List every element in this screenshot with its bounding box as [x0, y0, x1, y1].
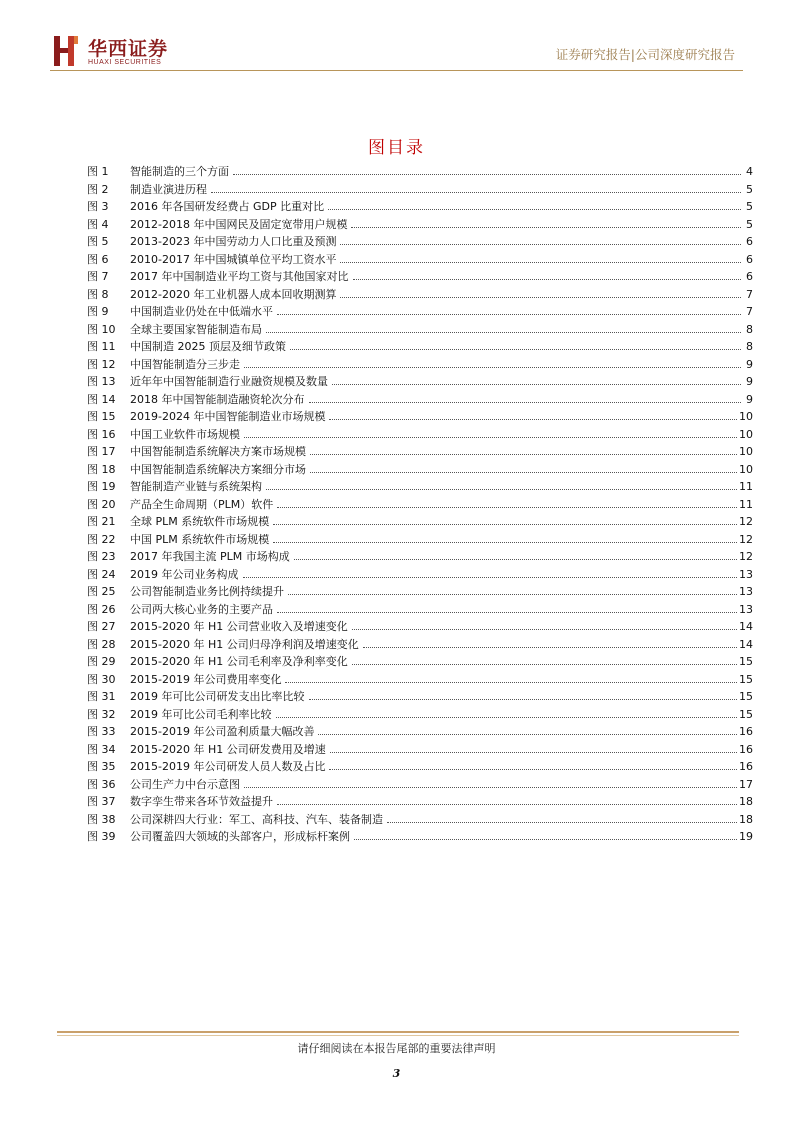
toc-entry-label: 图 29	[87, 655, 116, 668]
legal-notice: 请仔细阅读在本报告尾部的重要法律声明	[297, 1042, 496, 1055]
toc-entry-text: 制造业演进历程	[130, 182, 207, 196]
logo-text-cn: 华西证券	[88, 38, 169, 60]
toc-entry[interactable]	[87, 198, 753, 216]
toc-entry-text: 2016 年各国研发经费占 GDP 比重对比	[130, 200, 325, 213]
toc-dot-leader	[354, 839, 737, 840]
toc-entry-label: 图 19	[87, 480, 116, 493]
toc-entry-text: 中国制造业仍处在中低端水平	[130, 305, 273, 318]
toc-entry[interactable]	[87, 163, 753, 181]
toc-entry[interactable]	[87, 653, 753, 671]
toc-entry-label: 图 36	[87, 777, 116, 791]
toc-dot-leader	[363, 647, 737, 648]
toc-entry-label: 图 4	[87, 217, 109, 231]
toc-entry[interactable]	[87, 601, 753, 619]
toc-entry[interactable]	[87, 373, 753, 391]
toc-entry[interactable]	[87, 496, 753, 514]
toc-entry-label: 图 9	[87, 305, 109, 318]
toc-entry-page: 16	[739, 760, 753, 773]
toc-dot-leader	[310, 454, 737, 455]
toc-entry[interactable]	[87, 671, 753, 689]
toc-entry-text: 2015-2019 年公司研发人员人数及占比	[130, 760, 326, 773]
toc-entry-text: 中国智能制造系统解决方案市场规模	[130, 445, 306, 458]
toc-entry-page: 6	[746, 252, 753, 266]
toc-entry[interactable]	[87, 233, 753, 251]
toc-dot-leader	[243, 577, 738, 578]
toc-dot-leader	[290, 349, 741, 350]
toc-entry-label: 图 6	[87, 252, 109, 266]
toc-entry[interactable]	[87, 793, 753, 811]
toc-entry-label: 图 25	[87, 585, 116, 598]
toc-dot-leader	[387, 822, 737, 823]
report-type: 证券研究报告|公司深度研究报告	[555, 47, 735, 62]
toc-entry-label: 图 22	[87, 532, 116, 546]
toc-entry-text: 数字孪生带来各环节效益提升	[130, 795, 273, 808]
toc-dot-leader	[328, 209, 741, 210]
toc-entry-page: 14	[739, 637, 753, 651]
toc-entry-text: 2019 年公司业务构成	[130, 567, 239, 581]
toc-entry-text: 中国工业软件市场规模	[130, 427, 240, 441]
toc-entry-page: 10	[739, 462, 753, 476]
toc-entry-page: 8	[746, 340, 753, 353]
toc-dot-leader	[233, 174, 741, 175]
footer-divider	[57, 1031, 739, 1033]
toc-entry-text: 2015-2020 年 H1 公司营业收入及增速变化	[130, 620, 348, 633]
toc-entry-text: 2012-2018 年中国网民及固定宽带用户规模	[130, 217, 348, 231]
toc-dot-leader	[310, 472, 737, 473]
toc-entry-page: 16	[739, 725, 753, 738]
toc-entry-text: 2015-2019 年公司盈利质量大幅改善	[130, 725, 315, 738]
toc-entry-label: 图 11	[87, 340, 116, 353]
huaxi-logo-icon	[54, 36, 78, 66]
toc-entry-text: 2015-2020 年 H1 公司毛利率及净利率变化	[130, 655, 348, 668]
toc-dot-leader	[329, 419, 737, 420]
toc-dot-leader	[352, 664, 737, 665]
toc-entry-page: 5	[746, 200, 753, 213]
toc-entry-label: 图 2	[87, 182, 109, 196]
toc-entry-page: 15	[739, 707, 753, 721]
toc-dot-leader	[340, 297, 741, 298]
toc-entry-text: 产品全生命周期（PLM）软件	[130, 497, 274, 511]
toc-entry-page: 5	[746, 217, 753, 231]
toc-entry[interactable]	[87, 286, 753, 304]
toc-dot-leader	[330, 752, 737, 753]
toc-entry-label: 图 14	[87, 392, 116, 406]
toc-entry-page: 12	[739, 532, 753, 546]
toc-entry-label: 图 16	[87, 427, 116, 441]
toc-dot-leader	[244, 367, 741, 368]
toc-entry-page: 18	[739, 812, 753, 826]
toc-dot-leader	[332, 384, 741, 385]
toc-entry-page: 7	[746, 287, 753, 301]
toc-entry-label: 图 13	[87, 375, 116, 388]
toc-entry-page: 17	[739, 777, 753, 791]
toc-dot-leader	[288, 594, 737, 595]
toc-entry-text: 2019 年可比公司研发支出比率比较	[130, 690, 305, 703]
toc-entry-text: 全球主要国家智能制造布局	[130, 322, 262, 336]
toc-entry-text: 中国 PLM 系统软件市场规模	[130, 532, 270, 546]
toc-dot-leader	[277, 314, 741, 315]
toc-entry[interactable]	[87, 548, 753, 566]
toc-entry-page: 14	[739, 620, 753, 633]
toc-entry[interactable]	[87, 216, 753, 234]
toc-entry[interactable]	[87, 461, 753, 479]
toc-entry-text: 全球 PLM 系统软件市场规模	[130, 515, 270, 528]
toc-entry-text: 2010-2017 年中国城镇单位平均工资水平	[130, 252, 337, 266]
toc-entry-page: 9	[746, 357, 753, 371]
toc-entry-label: 图 12	[87, 357, 116, 371]
toc-dot-leader	[353, 279, 742, 280]
toc-entry[interactable]	[87, 688, 753, 706]
toc-entry[interactable]	[87, 566, 753, 584]
toc-entry[interactable]	[87, 618, 753, 636]
toc-entry-label: 图 30	[87, 672, 116, 686]
toc-entry-page: 10	[739, 427, 753, 441]
page-number: 3	[392, 1067, 401, 1080]
toc-entry-label: 图 26	[87, 602, 116, 616]
toc-dot-leader	[340, 262, 741, 263]
toc-entry[interactable]	[87, 251, 753, 269]
toc-entry-text: 2019-2024 年中国智能制造业市场规模	[130, 410, 326, 423]
toc-entry-page: 7	[746, 305, 753, 318]
toc-entry-label: 图 7	[87, 270, 109, 283]
toc-entry[interactable]	[87, 811, 753, 829]
toc-entry[interactable]	[87, 321, 753, 339]
toc-entry-label: 图 24	[87, 567, 116, 581]
toc-entry[interactable]	[87, 303, 753, 321]
toc-dot-leader	[352, 629, 737, 630]
toc-entry-label: 图 17	[87, 445, 116, 458]
toc-entry-page: 9	[746, 392, 753, 406]
toc-entry-text: 2012-2020 年工业机器人成本回收期测算	[130, 287, 337, 301]
toc-entry[interactable]	[87, 408, 753, 426]
toc-entry-text: 公司深耕四大行业：军工、高科技、汽车、装备制造	[130, 812, 383, 826]
toc-title: 图目录	[368, 138, 425, 158]
toc-entry-text: 公司两大核心业务的主要产品	[130, 602, 273, 616]
header-divider	[50, 70, 743, 71]
toc-entry-label: 图 10	[87, 322, 116, 336]
toc-entry[interactable]	[87, 531, 753, 549]
toc-entry[interactable]	[87, 426, 753, 444]
toc-entry-label: 图 33	[87, 725, 116, 738]
toc-dot-leader	[318, 734, 737, 735]
toc-entry-page: 12	[739, 515, 753, 528]
toc-entry-label: 图 39	[87, 830, 116, 843]
toc-entry-page: 8	[746, 322, 753, 336]
toc-entry-label: 图 32	[87, 707, 116, 721]
toc-dot-leader	[277, 612, 737, 613]
toc-entry-label: 图 8	[87, 287, 109, 301]
toc-entry-text: 公司智能制造业务比例持续提升	[130, 585, 284, 598]
toc-entry-label: 图 20	[87, 497, 116, 511]
toc-dot-leader	[351, 227, 741, 228]
toc-entry-page: 13	[739, 585, 753, 598]
toc-entry-page: 10	[739, 445, 753, 458]
toc-entry-page: 19	[739, 830, 753, 843]
toc-entry[interactable]	[87, 706, 753, 724]
page-header	[50, 32, 743, 72]
toc-entry-label: 图 21	[87, 515, 116, 528]
toc-entry-label: 图 35	[87, 760, 116, 773]
toc-entry-page: 16	[739, 742, 753, 756]
toc-entry[interactable]	[87, 268, 753, 286]
toc-entry-page: 18	[739, 795, 753, 808]
toc-entry-text: 2015-2019 年公司费用率变化	[130, 672, 282, 686]
toc-dot-leader	[277, 804, 737, 805]
toc-entry-text: 2017 年我国主流 PLM 市场构成	[130, 550, 290, 563]
toc-entry-text: 近年年中国智能制造行业融资规模及数量	[130, 375, 328, 388]
toc-entry-label: 图 31	[87, 690, 116, 703]
figure-toc-list	[87, 163, 753, 846]
toc-entry-label: 图 34	[87, 742, 116, 756]
toc-entry-text: 2015-2020 年 H1 公司研发费用及增速	[130, 742, 326, 756]
toc-entry[interactable]	[87, 443, 753, 461]
toc-entry[interactable]	[87, 583, 753, 601]
toc-entry-page: 15	[739, 655, 753, 668]
toc-entry-page: 11	[739, 480, 753, 493]
toc-entry-label: 图 15	[87, 410, 116, 423]
toc-entry-text: 智能制造产业链与系统架构	[130, 480, 262, 493]
toc-dot-leader	[244, 437, 737, 438]
toc-dot-leader	[309, 402, 742, 403]
toc-entry-label: 图 27	[87, 620, 116, 633]
toc-entry-page: 6	[746, 235, 753, 248]
toc-entry[interactable]	[87, 758, 753, 776]
toc-entry-text: 2015-2020 年 H1 公司归母净利润及增速变化	[130, 637, 359, 651]
toc-entry-page: 5	[746, 182, 753, 196]
toc-dot-leader	[273, 542, 737, 543]
toc-entry-page: 11	[739, 497, 753, 511]
toc-dot-leader	[211, 192, 741, 193]
toc-entry-label: 图 1	[87, 165, 109, 178]
toc-entry-page: 13	[739, 567, 753, 581]
toc-entry-label: 图 37	[87, 795, 116, 808]
toc-entry-page: 4	[746, 165, 753, 178]
toc-entry-label: 图 23	[87, 550, 116, 563]
toc-dot-leader	[273, 524, 737, 525]
toc-entry-label: 图 28	[87, 637, 116, 651]
toc-dot-leader	[285, 682, 737, 683]
toc-dot-leader	[277, 507, 737, 508]
toc-entry-text: 中国制造 2025 顶层及细节政策	[130, 340, 286, 353]
toc-entry-text: 公司覆盖四大领域的头部客户，形成标杆案例	[130, 830, 350, 843]
toc-dot-leader	[266, 332, 741, 333]
toc-entry-text: 2019 年可比公司毛利率比较	[130, 707, 272, 721]
toc-entry[interactable]	[87, 723, 753, 741]
toc-entry[interactable]	[87, 338, 753, 356]
toc-entry[interactable]	[87, 741, 753, 759]
toc-dot-leader	[266, 489, 737, 490]
toc-dot-leader	[244, 787, 737, 788]
toc-entry[interactable]	[87, 828, 753, 846]
toc-entry[interactable]	[87, 356, 753, 374]
toc-dot-leader	[276, 717, 738, 718]
toc-entry-page: 13	[739, 602, 753, 616]
toc-entry[interactable]	[87, 478, 753, 496]
toc-entry[interactable]	[87, 391, 753, 409]
toc-dot-leader	[340, 244, 741, 245]
toc-dot-leader	[309, 699, 738, 700]
toc-entry-text: 中国智能制造系统解决方案细分市场	[130, 462, 306, 476]
footer-divider-secondary	[57, 1035, 739, 1036]
toc-entry-label: 图 18	[87, 462, 116, 476]
logo-text-en: HUAXI SECURITIES	[88, 59, 162, 66]
toc-entry-page: 9	[746, 375, 753, 388]
toc-entry-text: 中国智能制造分三步走	[130, 357, 240, 371]
toc-entry-page: 15	[739, 690, 753, 703]
toc-entry[interactable]	[87, 181, 753, 199]
toc-entry[interactable]	[87, 636, 753, 654]
toc-entry-page: 15	[739, 672, 753, 686]
toc-entry-label: 图 38	[87, 812, 116, 826]
toc-entry-label: 图 5	[87, 235, 109, 248]
toc-entry-page: 10	[739, 410, 753, 423]
toc-entry-text: 智能制造的三个方面	[130, 165, 229, 178]
toc-entry-page: 6	[746, 270, 753, 283]
toc-entry-text: 2018 年中国智能制造融资轮次分布	[130, 392, 305, 406]
toc-entry-text: 公司生产力中台示意图	[130, 777, 240, 791]
toc-dot-leader	[294, 559, 737, 560]
toc-entry-label: 图 3	[87, 200, 109, 213]
toc-entry-page: 12	[739, 550, 753, 563]
toc-entry[interactable]	[87, 513, 753, 531]
toc-dot-leader	[329, 769, 737, 770]
toc-entry-text: 2013-2023 年中国劳动力人口比重及预测	[130, 235, 337, 248]
toc-entry[interactable]	[87, 776, 753, 794]
toc-entry-text: 2017 年中国制造业平均工资与其他国家对比	[130, 270, 349, 283]
